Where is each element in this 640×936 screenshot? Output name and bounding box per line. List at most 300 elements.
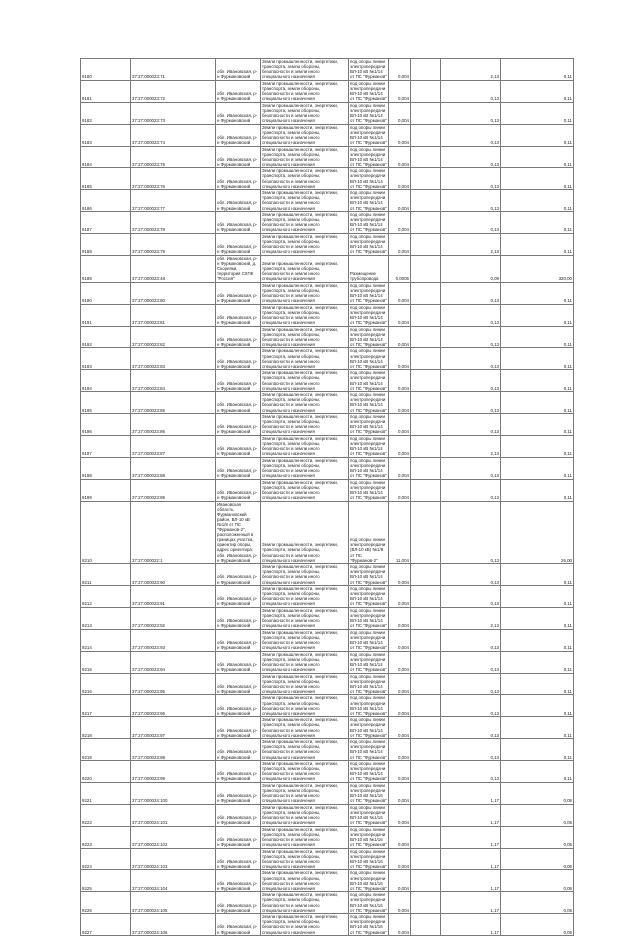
table-row <box>81 739 574 761</box>
table-row <box>81 761 574 783</box>
cell-cadastral-number: 37:27:000023:94 <box>131 651 216 673</box>
cell-empty <box>411 255 441 282</box>
cell-empty <box>411 501 441 564</box>
cell-value-a: 0,13 <box>441 717 501 739</box>
cell-record-number: 9219 <box>81 739 131 761</box>
cell-empty <box>411 695 441 717</box>
cell-value-b: 0,05 <box>501 804 574 826</box>
cell-cadastral-number: 37:27:000023:96 <box>131 695 216 717</box>
cell-permitted-use: под опоры линии электропередачи ВЛ-10 кВ №1/14 от ПС "Фурманов" <box>350 761 387 782</box>
table-row <box>81 190 574 212</box>
cell-address: обл. Ивановская, р-н Фурмановский <box>216 168 261 190</box>
table-row <box>81 212 574 234</box>
cell-address: обл. Ивановская, р-н Фурмановский <box>216 870 261 892</box>
cell-empty <box>411 102 441 124</box>
table-row <box>81 146 574 168</box>
cell-value-b: 0,11 <box>501 564 574 586</box>
cell-value-b: 320,00 <box>501 255 574 282</box>
cell-value-a: 0,13 <box>441 564 501 586</box>
cell-land-category: Земли промышленности, энергетики, транспорта, земли обороны, безопасности и земли иного специального назначения <box>261 870 349 892</box>
cell-land-category: Земли промышленности, энергетики, транспорта, земли обороны, безопасности и земли иного специального назначения <box>261 607 349 629</box>
cell-land-category: Земли промышленности, энергетики, транспорта, земли обороны, безопасности и земли иного специального назначения <box>261 370 349 392</box>
cell-record-number: 9194 <box>81 370 131 392</box>
cell-permitted-use: под опоры линии электропередачи ВЛ-10 кВ №1/14 от ПС "Фурманов" <box>350 348 387 369</box>
cell-empty <box>411 304 441 326</box>
cell-cadastral-number: 37:27:000024:105 <box>131 892 216 914</box>
cell-empty <box>411 59 441 81</box>
cell-permitted-use: под опоры линии электропередачи ВЛ-10 кВ №1/14 от ПС "Фурманов" <box>350 457 387 479</box>
cell-permitted-use: под опоры линии электропередачи ВЛ-10 кВ №1/14 от ПС "Фурманов" <box>350 326 387 347</box>
cell-empty <box>411 479 441 501</box>
cell-area: 0,004 <box>389 414 411 436</box>
cell-value-a: 0,13 <box>441 168 501 190</box>
cell-land-category: Земли промышленности, энергетики, транспорта, земли обороны, безопасности и земли иного специального назначения <box>261 435 349 457</box>
cell-record-number: 9223 <box>81 826 131 848</box>
table-row <box>81 304 574 326</box>
cell-value-a: 0,09 <box>441 255 501 282</box>
cell-value-a: 1,17 <box>441 804 501 826</box>
cell-value-b: 0,11 <box>501 124 574 146</box>
cell-area: 0,004 <box>389 651 411 673</box>
cell-address: Ивановская область, Фурмановский район, ВЛ-10 кВ №1/8 от ПС "Фурманов-2", расположенный в границах участка, ориентир опоры, адрес ориентира: обл. Ивановская, р-н Фурмановский <box>216 501 261 564</box>
cell-permitted-use: под опоры линии электропередачи ВЛ-10 кВ №1/14 от ПС "Фурманов" <box>350 607 387 629</box>
cell-address: обл. Ивановская, р-н Фурмановский <box>216 695 261 717</box>
cell-record-number: 9226 <box>81 892 131 914</box>
cell-area: 0,004 <box>389 282 411 304</box>
cell-value-a: 1,17 <box>441 848 501 870</box>
cell-land-category: Земли промышленности, энергетики, транспорта, земли обороны, безопасности и земли иного специального назначения <box>261 146 349 168</box>
cell-empty <box>411 80 441 102</box>
cell-address: обл. Ивановская, р-н Фурмановский <box>216 370 261 392</box>
cell-area: 0,004 <box>389 914 411 936</box>
cell-empty <box>411 190 441 212</box>
cell-area: 0,004 <box>389 870 411 892</box>
cell-empty <box>411 607 441 629</box>
cell-empty <box>411 326 441 348</box>
cell-value-a: 0,13 <box>441 457 501 479</box>
table-row <box>81 59 574 81</box>
cell-value-b: 0,11 <box>501 717 574 739</box>
cell-address: обл. Ивановская, р-н Фурмановский <box>216 607 261 629</box>
cell-area: 0,004 <box>389 673 411 695</box>
cell-cadastral-number: 37:27:000023:86 <box>131 414 216 436</box>
cell-cadastral-number: 37:27:000023:72 <box>131 80 216 102</box>
cell-record-number: 9186 <box>81 190 131 212</box>
cell-empty <box>411 146 441 168</box>
cell-value-a: 0,13 <box>441 124 501 146</box>
cell-land-category: Земли промышленности, энергетики, транспорта, земли обороны, безопасности и земли иного специального назначения <box>261 717 349 739</box>
cell-area: 0,004 <box>389 586 411 608</box>
cell-value-a: 0,13 <box>441 414 501 436</box>
cell-record-number: 9217 <box>81 695 131 717</box>
cell-land-category: Земли промышленности, энергетики, транспорта, земли обороны, безопасности и земли иного специального назначения <box>261 80 349 102</box>
cell-address: обл. Ивановская, р-н Фурмановский <box>216 761 261 783</box>
cell-area: 0,004 <box>389 212 411 234</box>
cell-land-category: Земли промышленности, энергетики, транспорта, земли обороны, безопасности и земли иного специального назначения <box>261 826 349 848</box>
cell-cadastral-number: 37:27:000023:74 <box>131 124 216 146</box>
cell-address: обл. Ивановская, р-н Фурмановский <box>216 304 261 326</box>
cell-record-number: 9192 <box>81 326 131 348</box>
table-row <box>81 673 574 695</box>
cell-permitted-use: под опоры линии электропередачи ВЛ-10 кВ №1/14 от ПС "Фурманов" <box>350 304 387 325</box>
cell-value-b: 0,11 <box>501 695 574 717</box>
cell-value-b: 26,00 <box>501 501 574 564</box>
cell-permitted-use: под опоры линии электропередачи ВЛ-10 кВ №1/14 от ПС "Фурманов" <box>350 479 387 500</box>
cell-empty <box>411 234 441 256</box>
cell-value-a: 0,13 <box>441 282 501 304</box>
cell-permitted-use: под опоры линии электропередачи (ВЛ-10 кВ) №1/8 от ПС "Фурманов-2" <box>349 501 389 564</box>
table-row <box>81 564 574 586</box>
cell-value-b: 0,11 <box>501 651 574 673</box>
cell-record-number: 9185 <box>81 168 131 190</box>
cell-value-b: 0,11 <box>501 190 574 212</box>
cell-record-number: 9195 <box>81 392 131 414</box>
cell-land-category: Земли промышленности, энергетики, транспорта, земли обороны, безопасности и земли иного специального назначения <box>261 392 349 414</box>
cell-record-number: 9211 <box>81 564 131 586</box>
cell-cadastral-number: 37:27:000023:48 <box>131 255 216 282</box>
cell-address: обл. Ивановская, р-н Фурмановский <box>216 392 261 414</box>
cell-record-number: 9224 <box>81 848 131 870</box>
cell-value-b: 0,11 <box>501 739 574 761</box>
cell-land-category: Земли промышленности, энергетики, транспорта, земли обороны, безопасности и земли иного специального назначения <box>261 304 349 326</box>
cell-empty <box>411 414 441 436</box>
cell-permitted-use: Размещение трубопровода <box>349 255 389 282</box>
table-row <box>81 392 574 414</box>
table-row <box>81 717 574 739</box>
cell-record-number: 9187 <box>81 212 131 234</box>
cell-record-number: 9216 <box>81 673 131 695</box>
cell-value-b: 0,11 <box>501 59 574 81</box>
cell-area: 0,004 <box>389 348 411 370</box>
cell-permitted-use: под опоры линии электропередачи ВЛ-10 кВ №1/14 от ПС "Фурманов" <box>350 124 387 145</box>
cell-area: 0,004 <box>389 892 411 914</box>
cell-land-category: Земли промышленности, энергетики, транспорта, земли обороны, безопасности и земли иного специального назначения <box>261 673 349 695</box>
cell-value-b: 0,11 <box>501 326 574 348</box>
cell-permitted-use: под опоры линии электропередачи ВЛ-10 кВ №1/14 от ПС "Фурманов" <box>350 190 387 211</box>
cell-value-b: 0,05 <box>501 782 574 804</box>
cell-cadastral-number: 37:27:000023:77 <box>131 190 216 212</box>
cell-empty <box>411 168 441 190</box>
cell-empty <box>411 629 441 651</box>
table-row <box>81 607 574 629</box>
cell-permitted-use: под опоры линии электропередачи ВЛ-10 кВ №1/14 от ПС "Фурманов" <box>350 435 387 457</box>
cell-address: обл. Ивановская, р-н Фурмановский <box>216 282 261 304</box>
cell-cadastral-number: 37:27:000023:73 <box>131 102 216 124</box>
cell-value-b: 0,05 <box>501 870 574 892</box>
cell-address: обл. Ивановская, р-н Фурмановский <box>216 673 261 695</box>
table-row <box>81 826 574 848</box>
cell-value-a: 0,13 <box>441 761 501 783</box>
table-row <box>81 501 574 564</box>
cell-record-number: 9220 <box>81 761 131 783</box>
cell-record-number: 9184 <box>81 146 131 168</box>
cell-record-number: 9188 <box>81 234 131 256</box>
cell-value-a: 1,17 <box>441 826 501 848</box>
cell-value-a: 2,13 <box>441 59 501 81</box>
cell-value-b: 0,11 <box>501 348 574 370</box>
cell-cadastral-number: 37:27:000024:102 <box>131 826 216 848</box>
table-row <box>81 804 574 826</box>
cell-value-b: 0,05 <box>501 914 574 936</box>
cell-land-category: Земли промышленности, энергетики, транспорта, земли обороны, безопасности и земли иного специального назначения <box>261 782 349 804</box>
cell-land-category: Земли промышленности, энергетики, транспорта, земли обороны, безопасности и земли иного специального назначения <box>261 234 349 256</box>
cell-address: обл. Ивановская, р-н Фурмановский <box>216 146 261 168</box>
cell-area: 0,004 <box>389 564 411 586</box>
cell-cadastral-number: 37:27:000023:78 <box>131 212 216 234</box>
cell-empty <box>411 717 441 739</box>
cell-value-b: 0,11 <box>501 414 574 436</box>
cell-land-category: Земли промышленности, энергетики, транспорта, земли обороны, безопасности и земли иного специального назначения <box>261 804 349 826</box>
table-row <box>81 586 574 608</box>
cell-value-a: 0,13 <box>441 739 501 761</box>
cell-land-category: Земли промышленности, энергетики, транспорта, земли обороны, безопасности и земли иного специального назначения <box>261 848 349 870</box>
cell-cadastral-number: 37:27:000024:100 <box>131 782 216 804</box>
table-row <box>81 80 574 102</box>
table-row <box>81 326 574 348</box>
table-row <box>81 848 574 870</box>
cell-area: 0,004 <box>389 479 411 501</box>
table-row <box>81 651 574 673</box>
cell-address: обл. Ивановская, р-н Фурмановский <box>216 564 261 586</box>
cell-value-a: 0,13 <box>441 479 501 501</box>
cell-value-b: 0,11 <box>501 234 574 256</box>
cell-record-number: 9215 <box>81 651 131 673</box>
cell-address: обл. Ивановская, р-н Фурмановский <box>216 804 261 826</box>
table-body <box>81 59 574 936</box>
cell-value-a: 0,13 <box>441 501 501 564</box>
cell-permitted-use: под опоры линии электропередачи ВЛ-10 кВ №1/14 от ПС "Фурманов" <box>350 651 387 672</box>
cell-land-category: Земли промышленности, энергетики, транспорта, земли обороны, безопасности и земли иного специального назначения <box>261 695 349 717</box>
cell-permitted-use: под опоры линии электропередачи ВЛ-10 кВ №1/14 от ПС "Фурманов" <box>350 59 387 80</box>
cell-permitted-use: под опоры линии электропередачи ВЛ-10 кВ №1/14 от ПС "Фурманов" <box>350 586 387 607</box>
cell-address: обл. Ивановская, р-н Фурмановский <box>216 782 261 804</box>
cell-address: обл. Ивановская, р-н Фурмановский <box>216 586 261 608</box>
cell-address: обл. Ивановская, р-н Фурмановский <box>216 457 261 479</box>
cell-land-category: Земли промышленности, энергетики, транспорта, земли обороны, безопасности и земли иного специального назначения <box>261 59 349 81</box>
cell-land-category: Земли промышленности, энергетики, транспорта, земли обороны, безопасности и земли иного специального назначения <box>261 457 349 479</box>
cell-address: обл. Ивановская, р-н Фурмановский <box>216 102 261 124</box>
cell-value-a: 0,13 <box>441 673 501 695</box>
cell-permitted-use: под опоры линии электропередачи ВЛ-10 кВ №1/14 от ПС "Фурманов" <box>350 739 387 760</box>
cell-value-a: 1,17 <box>441 914 501 936</box>
cell-value-b: 0,11 <box>501 761 574 783</box>
cell-area: 0,004 <box>389 761 411 783</box>
cell-value-a: 0,13 <box>441 629 501 651</box>
cell-permitted-use: под опоры линии электропередачи ВЛ-10 кВ №1/14 от ПС "Фурманов" <box>350 717 387 738</box>
cell-cadastral-number: 37:27:000023:87 <box>131 435 216 457</box>
cell-empty <box>411 848 441 870</box>
cell-empty <box>411 826 441 848</box>
cell-value-b: 0,11 <box>501 80 574 102</box>
cell-cadastral-number: 37:27:000023:89 <box>131 479 216 501</box>
cell-value-b: 0,05 <box>501 848 574 870</box>
cell-record-number: 9183 <box>81 124 131 146</box>
cell-value-b: 0,11 <box>501 457 574 479</box>
cell-empty <box>411 370 441 392</box>
cell-empty <box>411 435 441 457</box>
cell-empty <box>411 124 441 146</box>
cell-permitted-use: под опоры линии электропередачи ВЛ-10 кВ №1/14 от ПС "Фурманов" <box>350 168 387 189</box>
cell-cadastral-number: 37:27:000023:88 <box>131 457 216 479</box>
cell-land-category: Земли промышленности, энергетики, транспорта, земли обороны, безопасности и земли иного специального назначения <box>261 892 349 914</box>
cell-address: обл. Ивановская, р-н Фурмановский <box>216 414 261 436</box>
cell-record-number: 9210 <box>81 501 131 564</box>
cell-area: 0,004 <box>389 59 411 81</box>
cell-land-category: Земли промышленности, энергетики, транспорта, земли обороны, безопасности и земли иного специального назначения <box>261 190 349 212</box>
cell-address: обл. Ивановская, р-н Фурмановский <box>216 435 261 457</box>
cell-area: 0,004 <box>389 826 411 848</box>
cell-value-b: 0,11 <box>501 629 574 651</box>
cell-address: обл. Ивановская, р-н Фурмановский, д. Скорняки, территория СХПК "Россия" <box>216 255 261 282</box>
cell-land-category: Земли промышленности, энергетики, транспорта, земли обороны, безопасности и земли иного специального назначения <box>261 651 349 673</box>
cell-cadastral-number: 37:27:000023:92 <box>131 607 216 629</box>
cell-value-a: 2,13 <box>441 234 501 256</box>
cell-cadastral-number: 37:27:000022:1 <box>131 501 216 564</box>
table-row <box>81 457 574 479</box>
cell-permitted-use: под опоры линии электропередачи ВЛ-10 кВ №1/16 от ПС "Фурманов" <box>350 914 387 935</box>
cell-value-a: 1,17 <box>441 870 501 892</box>
cell-area: 0,004 <box>389 435 411 457</box>
cell-cadastral-number: 37:27:000023:76 <box>131 168 216 190</box>
cell-permitted-use: под опоры линии электропередачи ВЛ-10 кВ №1/16 от ПС "Фурманов" <box>350 892 387 913</box>
cell-address: обл. Ивановская, р-н Фурмановский <box>216 739 261 761</box>
cell-cadastral-number: 37:27:000023:82 <box>131 326 216 348</box>
cell-permitted-use: под опоры линии электропередачи ВЛ-10 кВ №1/16 от ПС "Фурманов" <box>350 870 387 891</box>
cell-value-a: 2,13 <box>441 435 501 457</box>
cell-address: обл. Ивановская, р-н Фурмановский <box>216 212 261 234</box>
cell-area: 0,004 <box>389 607 411 629</box>
cell-value-b: 0,05 <box>501 892 574 914</box>
cell-record-number: 9199 <box>81 479 131 501</box>
cell-record-number: 9218 <box>81 717 131 739</box>
cell-address: обл. Ивановская, р-н Фурмановский <box>216 190 261 212</box>
cell-permitted-use: под опоры линии электропередачи ВЛ-10 кВ №1/14 от ПС "Фурманов" <box>350 102 387 124</box>
land-plot-table <box>80 58 574 936</box>
table-row <box>81 892 574 914</box>
cell-empty <box>411 892 441 914</box>
cell-value-a: 1,17 <box>441 782 501 804</box>
cell-value-a: 2,13 <box>441 607 501 629</box>
cell-area: 0,004 <box>389 304 411 326</box>
table-row <box>81 282 574 304</box>
cell-value-b: 0,11 <box>501 282 574 304</box>
cell-land-category: Земли промышленности, энергетики, транспорта, земли обороны, безопасности и земли иного специального назначения <box>261 501 349 564</box>
cell-address: обл. Ивановская, р-н Фурмановский <box>216 914 261 936</box>
cell-empty <box>411 870 441 892</box>
cell-record-number: 9190 <box>81 282 131 304</box>
cell-value-a: 1,17 <box>441 892 501 914</box>
cell-area: 0,004 <box>389 124 411 146</box>
cell-value-a: 0,13 <box>441 348 501 370</box>
cell-permitted-use: под опоры линии электропередачи ВЛ-10 кВ №1/14 от ПС "Фурманов" <box>350 146 387 167</box>
cell-land-category: Земли промышленности, энергетики, транспорта, земли обороны, безопасности и земли иного специального назначения <box>261 124 349 146</box>
cell-permitted-use: под опоры линии электропередачи ВЛ-10 кВ №1/14 от ПС "Фурманов" <box>350 370 387 391</box>
cell-permitted-use: под опоры линии электропередачи ВЛ-10 кВ №1/16 от ПС "Фурманов" <box>350 826 387 847</box>
cell-record-number: 9212 <box>81 586 131 608</box>
table-row <box>81 168 574 190</box>
cell-permitted-use: под опоры линии электропередачи ВЛ-10 кВ №1/16 от ПС "Фурманов" <box>350 804 387 826</box>
cell-record-number: 9180 <box>81 59 131 81</box>
cell-land-category: Земли промышленности, энергетики, транспорта, земли обороны, безопасности и земли иного специального назначения <box>261 212 349 234</box>
table-row <box>81 914 574 936</box>
table-row <box>81 348 574 370</box>
cell-permitted-use: под опоры линии электропередачи ВЛ-10 кВ №1/14 от ПС "Фурманов" <box>350 564 387 585</box>
cell-value-b: 0,11 <box>501 586 574 608</box>
cell-empty <box>411 914 441 936</box>
cell-cadastral-number: 37:27:000023:81 <box>131 304 216 326</box>
cell-value-a: 0,13 <box>441 146 501 168</box>
cell-empty <box>411 457 441 479</box>
cell-record-number: 9213 <box>81 607 131 629</box>
table-row <box>81 629 574 651</box>
cell-value-a: 0,13 <box>441 586 501 608</box>
cell-area: 0,004 <box>389 629 411 651</box>
cell-land-category: Земли промышленности, энергетики, транспорта, земли обороны, безопасности и земли иного специального назначения <box>261 564 349 586</box>
table-row <box>81 782 574 804</box>
cell-cadastral-number: 37:27:000024:101 <box>131 804 216 826</box>
cell-cadastral-number: 37:27:000024:106 <box>131 914 216 936</box>
cell-land-category: Земли промышленности, энергетики, транспорта, земли обороны, безопасности и земли иного специального назначения <box>261 414 349 436</box>
cell-value-a: 0,13 <box>441 102 501 124</box>
table-row <box>81 102 574 124</box>
cell-value-b: 0,11 <box>501 607 574 629</box>
cell-land-category: Земли промышленности, энергетики, транспорта, земли обороны, безопасности и земли иного специального назначения <box>261 348 349 370</box>
cell-land-category: Земли промышленности, энергетики, транспорта, земли обороны, безопасности и земли иного специального назначения <box>261 168 349 190</box>
cell-record-number: 9196 <box>81 414 131 436</box>
cell-record-number: 9182 <box>81 102 131 124</box>
cell-address: обл. Ивановская, р-н Фурмановский <box>216 826 261 848</box>
table-row <box>81 479 574 501</box>
cell-empty <box>411 761 441 783</box>
cell-land-category: Земли промышленности, энергетики, транспорта, земли обороны, безопасности и земли иного специального назначения <box>261 326 349 348</box>
cell-cadastral-number: 37:27:000023:90 <box>131 564 216 586</box>
cell-record-number: 9197 <box>81 435 131 457</box>
table-row <box>81 695 574 717</box>
cell-cadastral-number: 37:27:000023:71 <box>131 59 216 81</box>
cell-address: обл. Ивановская, р-н Фурмановский <box>216 892 261 914</box>
cell-cadastral-number: 37:27:000023:95 <box>131 673 216 695</box>
cell-permitted-use: под опоры линии электропередачи ВЛ-10 кВ №1/14 от ПС "Фурманов" <box>350 629 387 651</box>
cell-permitted-use: под опоры линии электропередачи ВЛ-10 кВ №1/14 от ПС "Фурманов" <box>350 80 387 102</box>
cell-value-a: 0,13 <box>441 695 501 717</box>
cell-address: обл. Ивановская, р-н Фурмановский <box>216 717 261 739</box>
cell-value-b: 0,11 <box>501 212 574 234</box>
cell-value-a: 0,13 <box>441 190 501 212</box>
cell-cadastral-number: 37:27:000023:80 <box>131 282 216 304</box>
cell-record-number: 9225 <box>81 870 131 892</box>
cell-area: 0,004 <box>389 168 411 190</box>
cell-record-number: 9191 <box>81 304 131 326</box>
cell-area: 0,004 <box>389 392 411 414</box>
cell-land-category: Земли промышленности, энергетики, транспорта, земли обороны, безопасности и земли иного специального назначения <box>261 914 349 936</box>
cell-value-b: 0,11 <box>501 304 574 326</box>
cell-empty <box>411 282 441 304</box>
cell-address: обл. Ивановская, р-н Фурмановский <box>216 124 261 146</box>
table-row <box>81 255 574 282</box>
cell-record-number: 9221 <box>81 782 131 804</box>
cell-address: обл. Ивановская, р-н Фурмановский <box>216 348 261 370</box>
cell-cadastral-number: 37:27:000023:98 <box>131 739 216 761</box>
cell-empty <box>411 212 441 234</box>
cell-empty <box>411 564 441 586</box>
cell-value-a: 0,13 <box>441 370 501 392</box>
cell-cadastral-number: 37:27:000023:99 <box>131 761 216 783</box>
cell-area: 11,004 <box>389 501 411 564</box>
cell-area: 0,004 <box>389 782 411 804</box>
cell-permitted-use: под опоры линии электропередачи ВЛ-10 кВ №1/14 от ПС "Фурманов" <box>350 695 387 716</box>
cell-land-category: Земли промышленности, энергетики, транспорта, земли обороны, безопасности и земли иного специального назначения <box>261 479 349 501</box>
cell-record-number: 9227 <box>81 914 131 936</box>
